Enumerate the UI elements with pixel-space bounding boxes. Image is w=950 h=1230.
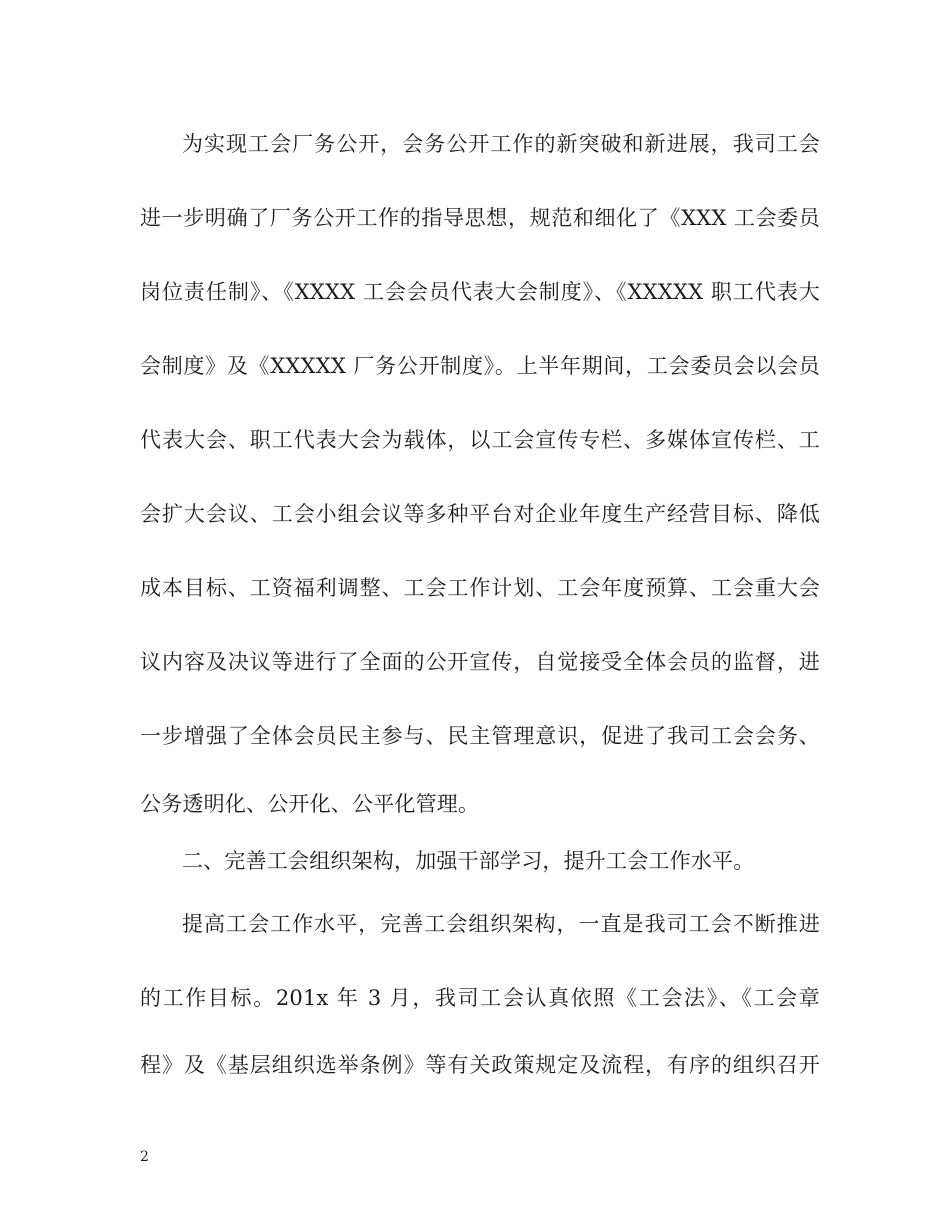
paragraph-line: 的工作目标。201x 年 3 月，我司工会认真依照《工会法》、《工会章 <box>140 986 820 1010</box>
paragraph-line: 进一步明确了厂务公开工作的指导思想，规范和细化了《XXX 工会委员 <box>140 206 820 230</box>
paragraph-line: 为实现工会厂务公开，会务公开工作的新突破和新进展，我司工会 <box>182 132 820 156</box>
paragraph-line: 公务透明化、公开化、公平化管理。 <box>140 792 480 816</box>
paragraph-line: 议内容及决议等进行了全面的公开宣传，自觉接受全体会员的监督，进 <box>140 650 820 674</box>
paragraph-line: 程》及《基层组织选举条例》等有关政策规定及流程，有序的组织召开 <box>140 1053 820 1077</box>
paragraph-line: 会扩大会议、工会小组会议等多种平台对企业年度生产经营目标、降低 <box>140 502 820 526</box>
paragraph-line: 提高工会工作水平，完善工会组织架构，一直是我司工会不断推进 <box>182 912 820 936</box>
paragraph-line: 代表大会、职工代表大会为载体，以工会宣传专栏、多媒体宣传栏、工 <box>140 428 820 452</box>
paragraph-line: 一步增强了全体会员民主参与、民主管理意识，促进了我司工会会务、 <box>140 724 820 748</box>
paragraph-line: 岗位责任制》、《XXXX 工会会员代表大会制度》、《XXXXX 职工代表大 <box>140 280 820 304</box>
section-heading: 二、完善工会组织架构，加强干部学习，提升工会工作水平。 <box>182 849 755 873</box>
paragraph-line: 成本目标、工资福利调整、工会工作计划、工会年度预算、工会重大会 <box>140 576 820 600</box>
paragraph-line: 会制度》及《XXXXX 厂务公开制度》。上半年期间，工会委员会以会员 <box>140 354 820 378</box>
page-number: 2 <box>140 1149 149 1165</box>
